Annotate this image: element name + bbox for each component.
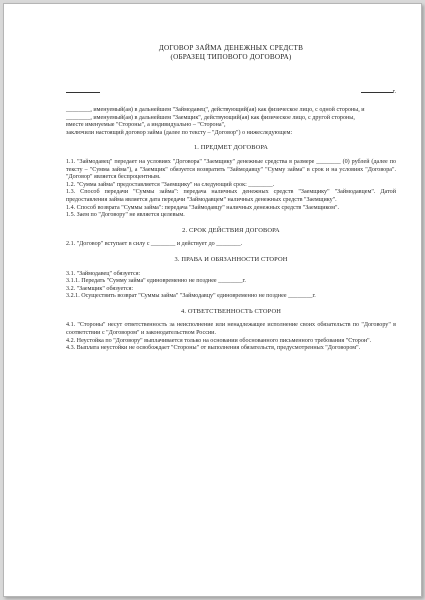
section-heading-4: 4. ОТВЕТСТВЕННОСТЬ СТОРОН <box>181 307 281 315</box>
place-date-row <box>66 86 396 95</box>
section-heading-1: 1. ПРЕДМЕТ ДОГОВОРА <box>193 144 269 152</box>
clause-4-3: 4.3. Выплата неустойки не освобождает "Стороны" от выполнения обязательств, предусмотренных "Договором". <box>66 345 361 352</box>
clause-3-2: 3.2. "Заемщик" обязуется: <box>66 285 134 292</box>
section-heading-3: 3. ПРАВА И ОБЯЗАННОСТИ СТОРОН <box>174 255 288 263</box>
clause-1-5: 1.5. Заем по "Договору" не является целевым. <box>66 212 185 219</box>
date-field <box>361 86 396 95</box>
clause-3-1-1: 3.1.1. Передать "Сумму займа" единовременно не позднее ________г. <box>66 278 246 285</box>
date-blank <box>361 86 393 93</box>
clause-4-1: 4.1. "Стороны" несут ответственность за неисполнение или ненадлежащее исполнение своих обязательств по "Договору" в соответствии с "Договором" и законодательством России. <box>66 322 396 337</box>
document-title: ДОГОВОР ЗАЙМА ДЕНЕЖНЫХ СРЕДСТВ <box>158 44 304 52</box>
document-content <box>66 44 396 353</box>
preamble-agreement: заключили настоящий договор займа (далее по тексту – "Договор") о нижеследующем: <box>66 129 293 136</box>
document-subtitle: (ОБРАЗЕЦ ТИПОВОГО ДОГОВОРА) <box>170 53 292 61</box>
clause-1-3: 1.3. Способ передачи "Суммы займа": передача наличных денежных средств "Заемщику" "Займодавцем". Датой предоставления займа является дата передачи "Займодавцем" наличных денежных средств "Заемщику". <box>66 189 396 203</box>
clause-1-4: 1.4. Способ возврата "Суммы займа": передача "Займодавцу" наличных денежных средств "Заемщиком". <box>66 204 339 211</box>
clause-2-1: 2.1. "Договор" вступает в силу с ________ и действует до ________. <box>66 241 243 248</box>
clause-1-2: 1.2. "Сумма займа" предоставляется "Заемщику" на следующий срок: ________. <box>66 181 275 188</box>
clause-4-2: 4.2. Неустойка по "Договору" выплачивается только на основании обоснованного письменного требования "Сторон". <box>66 337 372 344</box>
clause-3-1: 3.1. "Займодавец" обязуется: <box>66 270 141 277</box>
document-page <box>3 3 422 597</box>
date-suffix: г. <box>392 89 396 95</box>
section-heading-2: 2. СРОК ДЕЙСТВИЯ ДОГОВОРА <box>182 226 280 234</box>
preamble-parties: вместе именуемые "Стороны", а индивидуально – "Сторона", <box>66 122 226 129</box>
place-blank <box>66 86 100 93</box>
clause-1-1: 1.1. "Займодавец" передает на условиях "Договора" "Заемщику" денежные средства в размере ________ (0) рублей (далее по тексту – "Сумма займа"), а "Заемщик" обязуется возвратить "Займодавцу" "Сумму займа" в срок и на условиях "Договора". "Договор" является беспроцентным. <box>66 158 396 181</box>
preamble-lender: ________, именуемый(ая) в дальнейшем "Займодавец", действующий(ая) как физическое лицо, с одной стороны, и <box>66 107 365 113</box>
clause-3-2-1: 3.2.1. Осуществить возврат "Суммы займа" "Займодавцу" единовременно не позднее ________г. <box>66 293 316 300</box>
preamble-borrower: ________, именуемый(ая) в дальнейшем "Заемщик", действующий(ая) как физическое лицо, с другой стороны, <box>66 114 355 121</box>
